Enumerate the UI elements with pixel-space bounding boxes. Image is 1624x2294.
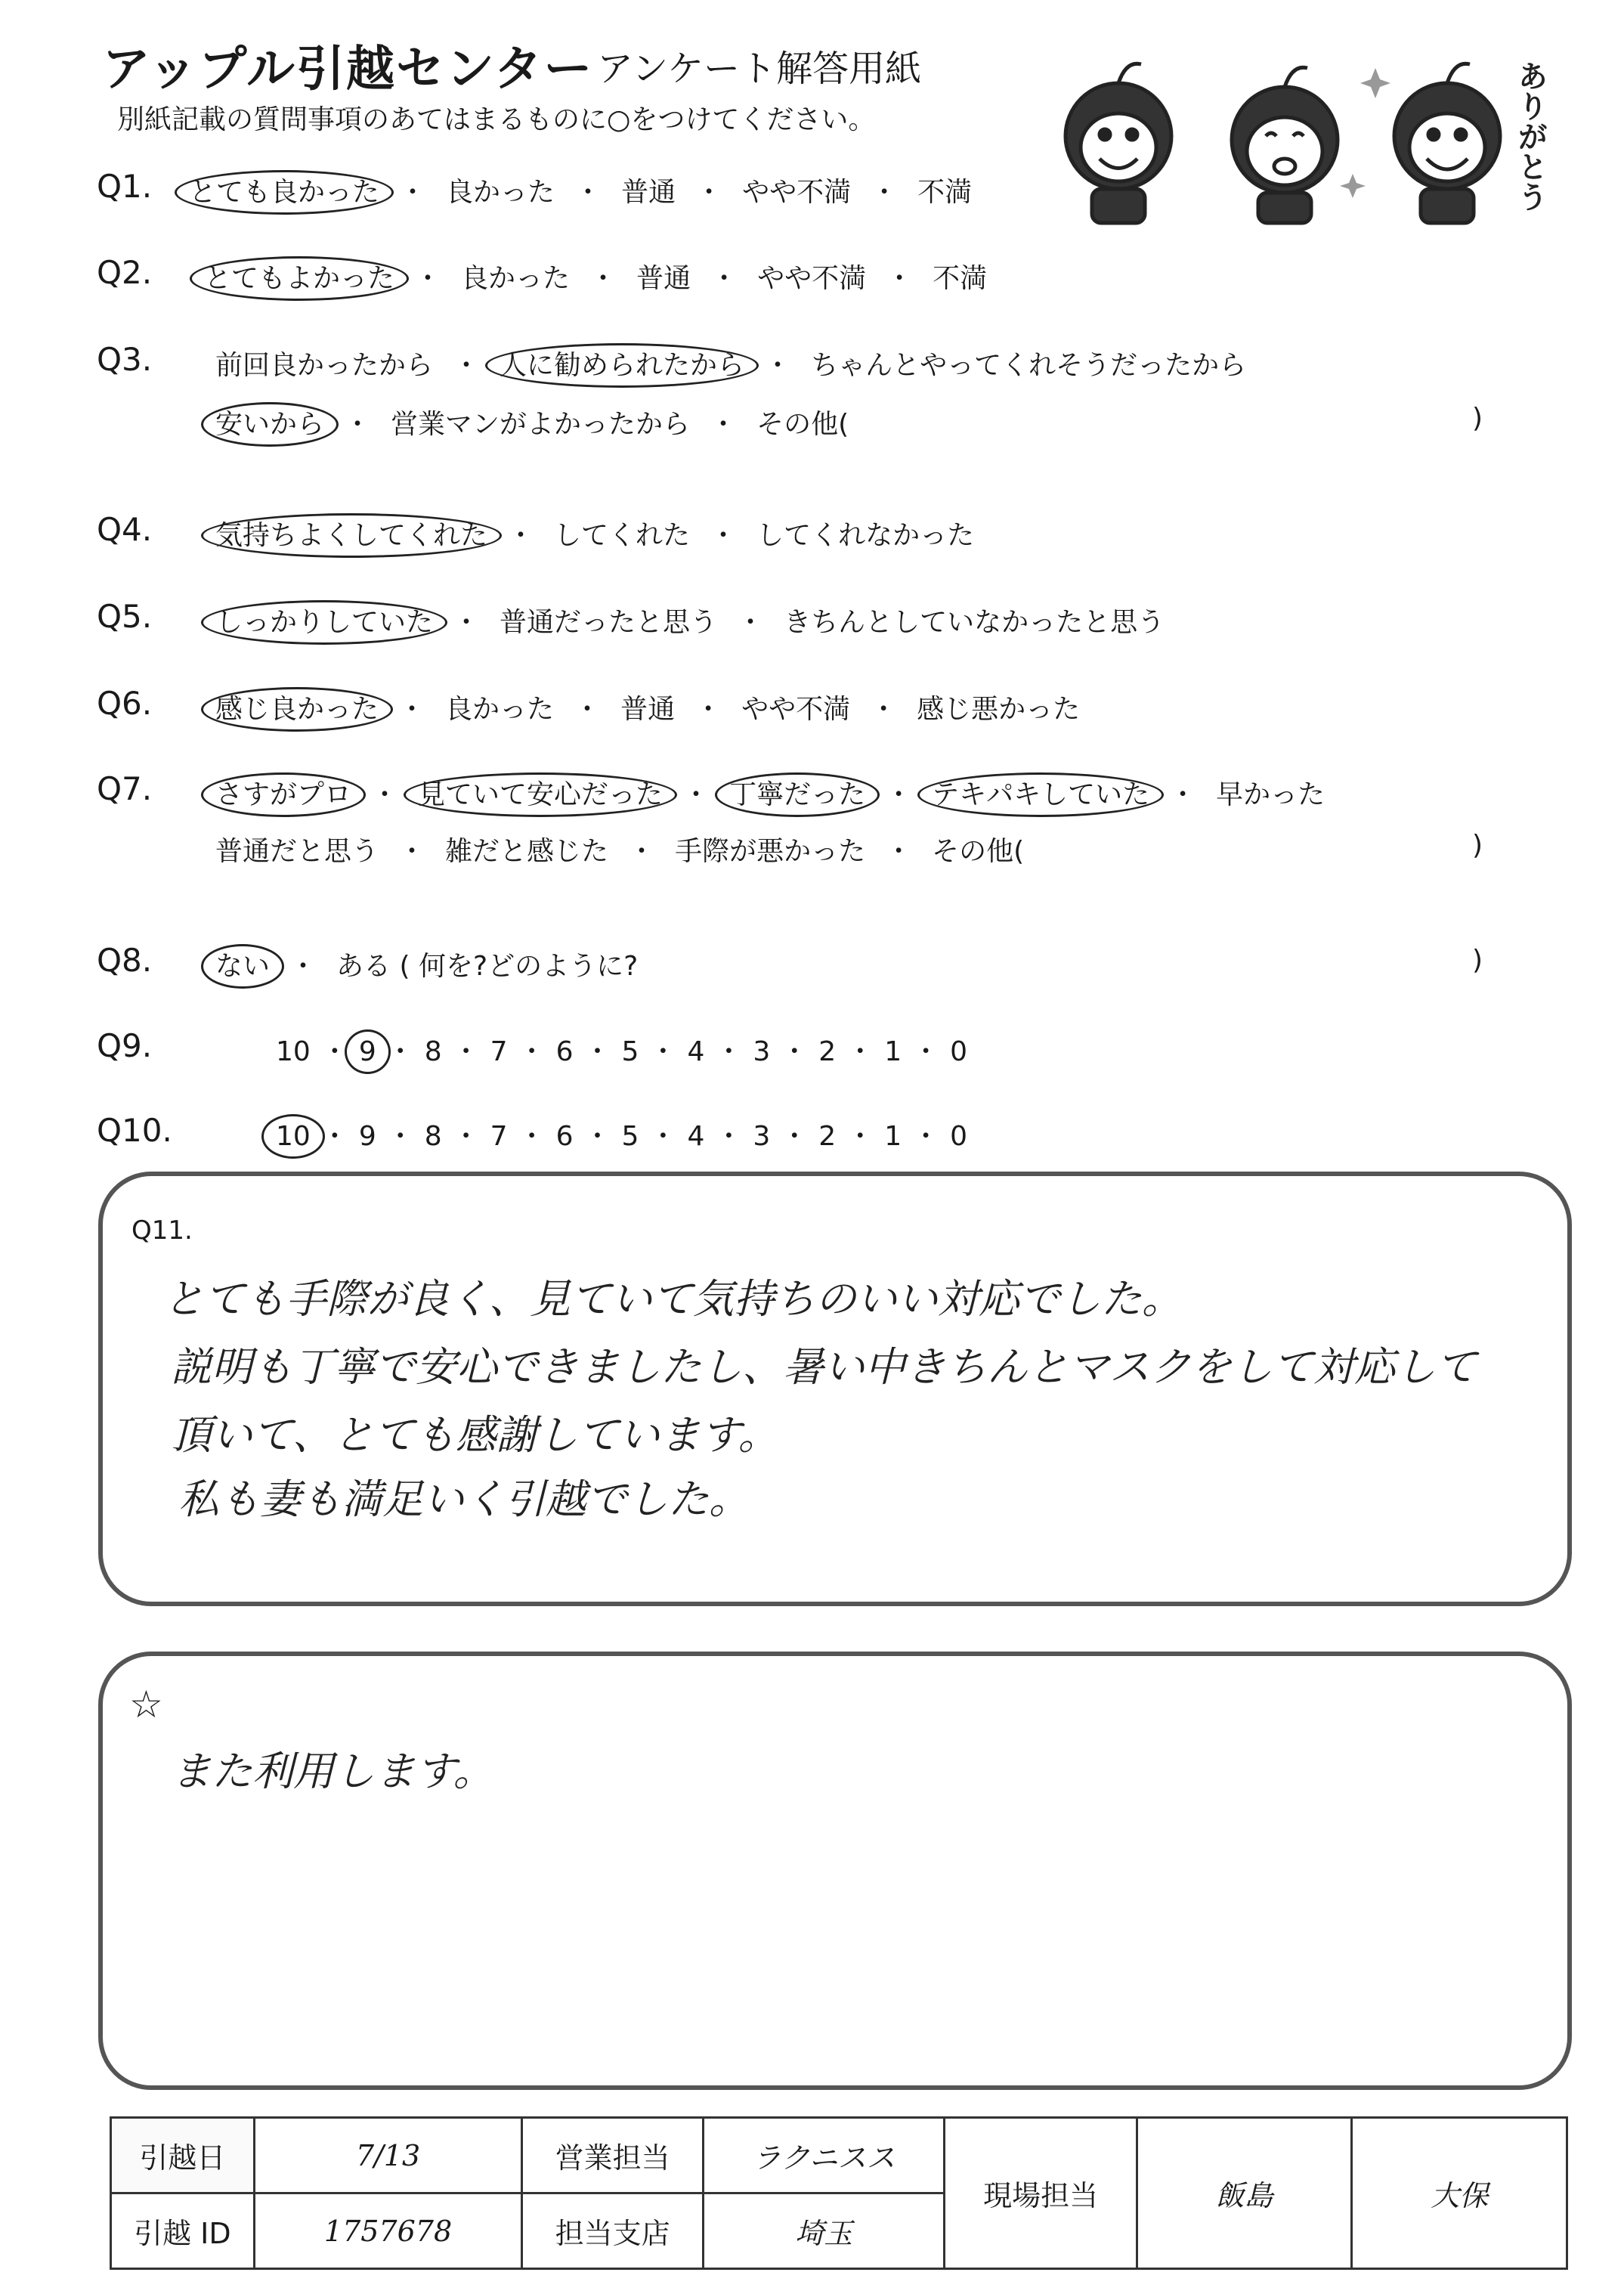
- answer-option[interactable]: 感じ良かった: [201, 687, 393, 732]
- question-label: Q8.: [97, 942, 153, 979]
- question-label: Q3.: [97, 341, 153, 378]
- answer-option[interactable]: 10: [261, 1114, 325, 1159]
- answer-option[interactable]: 1: [884, 1036, 902, 1067]
- answer-option[interactable]: 良かった: [461, 263, 571, 294]
- question-label: Q1.: [97, 168, 153, 205]
- comment-label: Q11.: [131, 1215, 193, 1246]
- site-staff-1: 飯島: [1137, 2118, 1352, 2269]
- answer-option[interactable]: 手際が悪かった: [675, 836, 866, 867]
- branch-label: 担当支店: [522, 2193, 704, 2269]
- comment-line: 私も妻も満足いく引越でした。: [178, 1475, 750, 1523]
- answer-option[interactable]: やや不満: [741, 694, 851, 725]
- answer-option[interactable]: 良かった: [446, 177, 555, 208]
- answer-option[interactable]: とても良かった: [175, 170, 394, 215]
- answer-option[interactable]: やや不満: [742, 177, 852, 208]
- answer-options-row: 普通だと思う ・ 雑だと感じた ・ 手際が悪かった ・ その他(: [215, 836, 1025, 867]
- answer-option[interactable]: 6: [555, 1121, 574, 1152]
- move-date-value: 7/13: [254, 2118, 522, 2193]
- answer-options-row: 安いから ・ 営業マンがよかったから ・ その他(: [215, 403, 849, 441]
- answer-option[interactable]: 5: [621, 1121, 639, 1152]
- answer-option[interactable]: 丁寧だった: [715, 772, 880, 817]
- monkey-mascot-illustration: [1035, 45, 1564, 227]
- answer-option[interactable]: その他(: [756, 409, 849, 440]
- answer-option[interactable]: 安いから: [201, 402, 339, 447]
- answer-options-row: さすがプロ ・ 見ていて安心だった ・ 丁寧だった ・ テキパキしていた ・ 早かった: [215, 773, 1325, 812]
- comment-line: 説明も丁寧で安心できましたし、暑い中きちんとマスクをして対応して: [171, 1343, 1477, 1391]
- answer-option[interactable]: 雑だと感じた: [445, 836, 609, 867]
- answer-options-row: 前回良かったから ・ 人に勧められたから ・ ちゃんとやってくれそうだったから: [215, 344, 1246, 382]
- answer-option[interactable]: ちゃんとやってくれそうだったから: [811, 350, 1247, 381]
- answer-option[interactable]: 不満: [933, 263, 988, 294]
- answer-option[interactable]: とてもよかった: [190, 256, 409, 301]
- instructions: 別紙記載の質問事項のあてはまるものに○をつけてください。: [117, 104, 876, 135]
- question-label: Q6.: [97, 685, 153, 722]
- answer-option[interactable]: 4: [687, 1036, 705, 1067]
- sales-value: ラクニスス: [703, 2118, 944, 2193]
- site-staff-2: 大保: [1352, 2118, 1567, 2269]
- answer-option[interactable]: ある ( 何を?どのように?: [336, 951, 639, 982]
- monkey-icon: [1066, 63, 1171, 223]
- sparkle-icon: [1340, 68, 1390, 198]
- answer-option[interactable]: 3: [753, 1121, 771, 1152]
- answer-options-row: 気持ちよくしてくれた ・ してくれた ・ してくれなかった: [215, 514, 974, 553]
- answer-option[interactable]: 7: [490, 1121, 508, 1152]
- question-label: Q10.: [97, 1112, 172, 1149]
- form-subtitle: アンケート解答用紙: [597, 48, 922, 90]
- thanks-text: ありがとう: [1513, 60, 1548, 212]
- answer-option[interactable]: 早かった: [1216, 779, 1325, 810]
- answer-option[interactable]: してくれなかった: [756, 520, 975, 551]
- answer-options-row: とても良かった ・ 良かった ・ 普通 ・ やや不満 ・ 不満: [189, 171, 972, 209]
- move-id-label: 引越 ID: [111, 2193, 255, 2269]
- answer-option[interactable]: 5: [621, 1036, 639, 1067]
- answer-option[interactable]: 気持ちよくしてくれた: [201, 513, 502, 558]
- answer-option[interactable]: 良かった: [445, 694, 555, 725]
- answer-option[interactable]: 0: [950, 1036, 968, 1067]
- answer-option[interactable]: 感じ悪かった: [917, 694, 1081, 725]
- form-title: アップル引越センター: [102, 42, 594, 98]
- comment-line: 頂いて、とても感謝しています。: [171, 1411, 779, 1459]
- answer-option[interactable]: 普通: [621, 177, 676, 208]
- question-label: Q2.: [97, 254, 153, 291]
- comment-line: とても手際が良く、見ていて気持ちのいい対応でした。: [163, 1275, 1183, 1323]
- star-note-box: [98, 1652, 1572, 2090]
- close-paren: ): [1472, 830, 1483, 861]
- answer-options-row: とてもよかった ・ 良かった ・ 普通 ・ やや不満 ・ 不満: [204, 257, 987, 296]
- answer-option[interactable]: してくれた: [554, 520, 691, 551]
- answer-option[interactable]: 前回良かったから: [215, 350, 434, 381]
- answer-option[interactable]: 不満: [917, 177, 973, 208]
- answer-option[interactable]: 普通: [620, 694, 676, 725]
- answer-option[interactable]: 9: [345, 1029, 391, 1074]
- answer-option[interactable]: テキパキしていた: [917, 772, 1164, 817]
- question-label: Q5.: [97, 598, 153, 635]
- answer-options-row: 感じ良かった ・ 良かった ・ 普通 ・ やや不満 ・ 感じ悪かった: [215, 688, 1080, 726]
- branch-value: 埼玉: [703, 2193, 944, 2269]
- answer-option[interactable]: 8: [424, 1121, 442, 1152]
- answer-options-row: ない ・ ある ( 何を?どのように?: [215, 945, 638, 983]
- monkey-icon: [1232, 67, 1338, 223]
- answer-option[interactable]: 2: [818, 1036, 837, 1067]
- answer-option[interactable]: 見ていて安心だった: [404, 772, 677, 817]
- close-paren: ): [1472, 945, 1483, 976]
- answer-option[interactable]: その他(: [932, 836, 1025, 867]
- move-date-label: 引越日: [111, 2118, 255, 2193]
- answer-option[interactable]: 8: [424, 1036, 442, 1067]
- answer-option[interactable]: さすがプロ: [201, 772, 366, 817]
- answer-option[interactable]: 10: [276, 1036, 311, 1067]
- answer-option[interactable]: 4: [687, 1121, 705, 1152]
- close-paren: ): [1472, 403, 1483, 434]
- star-note-text: また利用します。: [171, 1748, 494, 1795]
- question-label: Q7.: [97, 770, 153, 807]
- star-icon: ☆: [129, 1683, 163, 1726]
- answer-option[interactable]: 0: [950, 1121, 968, 1152]
- answer-option[interactable]: 9: [358, 1121, 376, 1152]
- answer-option[interactable]: ない: [201, 944, 284, 989]
- sales-label: 営業担当: [522, 2118, 704, 2193]
- answer-option[interactable]: 6: [555, 1036, 574, 1067]
- answer-option[interactable]: 7: [490, 1036, 508, 1067]
- question-label: Q9.: [97, 1027, 153, 1064]
- answer-option[interactable]: 営業マンがよかったから: [391, 409, 691, 440]
- move-id-value: 1757678: [254, 2193, 522, 2269]
- answer-option[interactable]: 普通だったと思う: [500, 607, 718, 638]
- answer-options-row: 10 ・ 9 ・ 8 ・ 7 ・ 6 ・ 5 ・ 4 ・ 3 ・ 2 ・ 1 ・ 0: [276, 1115, 967, 1153]
- question-label: Q4.: [97, 511, 153, 548]
- comment-box: [98, 1172, 1572, 1606]
- answer-option[interactable]: きちんとしていなかったと思う: [784, 607, 1165, 638]
- answer-options-row: しっかりしていた ・ 普通だったと思う ・ きちんとしていなかったと思う: [215, 601, 1165, 639]
- answer-option[interactable]: 3: [753, 1036, 771, 1067]
- footer-info-table: [110, 2116, 1568, 2270]
- answer-option[interactable]: しっかりしていた: [201, 600, 447, 645]
- answer-option[interactable]: 普通だと思う: [215, 836, 379, 867]
- answer-option[interactable]: 人に勧められたから: [485, 343, 759, 388]
- monkey-icon: [1394, 63, 1500, 223]
- answer-option[interactable]: やや不満: [757, 263, 867, 294]
- site-label: 現場担当: [945, 2118, 1137, 2269]
- answer-option[interactable]: 普通: [636, 263, 691, 294]
- answer-option[interactable]: 1: [884, 1121, 902, 1152]
- answer-option[interactable]: 2: [818, 1121, 837, 1152]
- answer-options-row: 10 ・ 9 ・ 8 ・ 7 ・ 6 ・ 5 ・ 4 ・ 3 ・ 2 ・ 1 ・ 0: [276, 1030, 967, 1069]
